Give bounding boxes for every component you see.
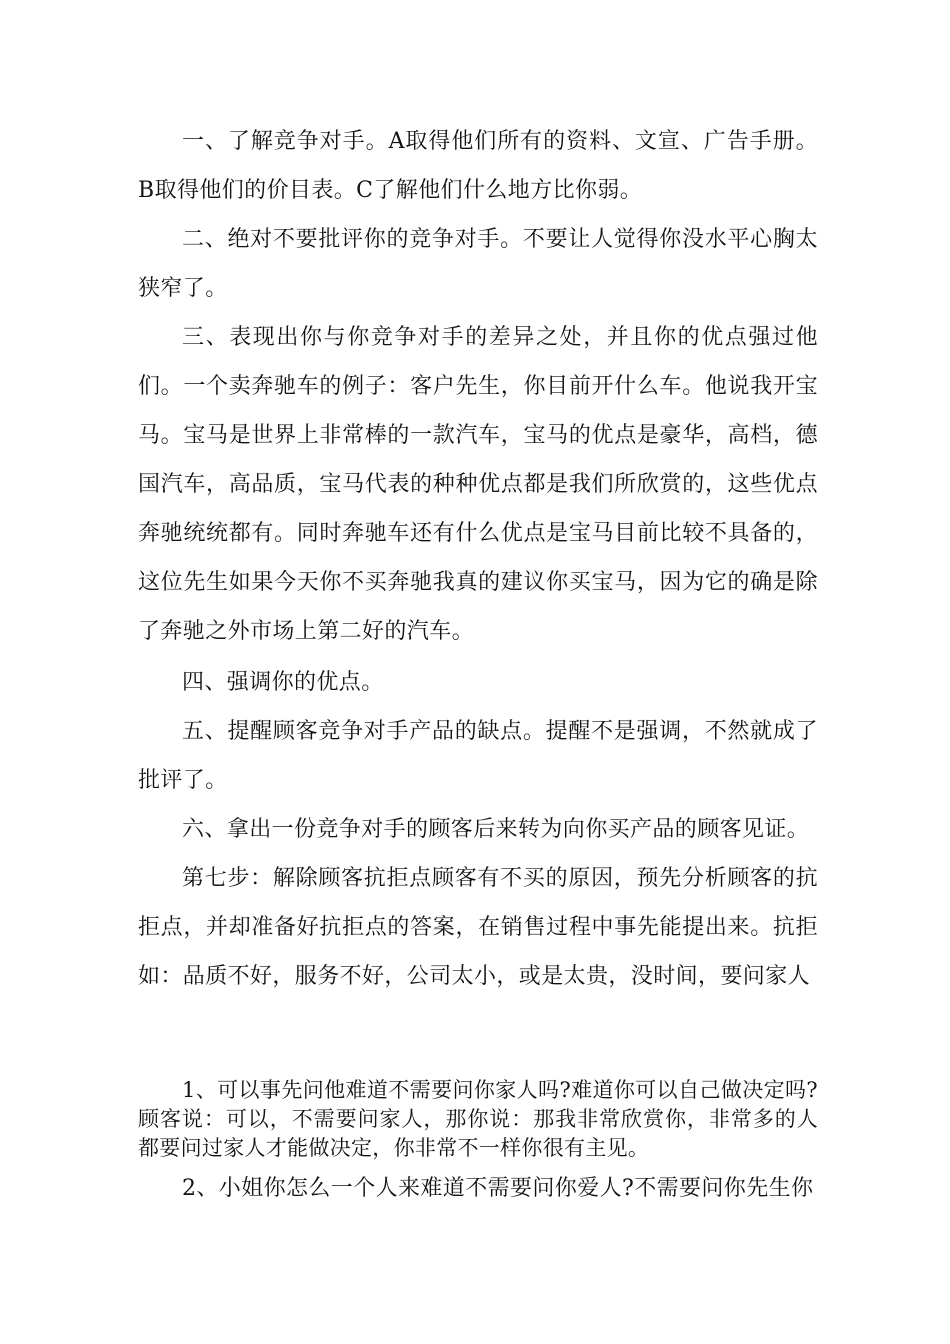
paragraph-3: 三、表现出你与你竞争对手的差异之处，并且你的优点强过他们。一个卖奔驰车的例子：客户先生，你目前开什么车。他说我开宝马。宝马是世界上非常棒的一款汽车，宝马的优点是豪华，高档，德国汽车，高品质，宝马代表的种种优点都是我们所欣赏的，这些优点奔驰统统都有。同时奔驰车还有什么优点是宝马目前比较不具备的，这位先生如果今天你不买奔驰我真的建议你买宝马，因为它的确是除了奔驰之外市场上第二好的汽车。 [138, 325, 818, 644]
paragraph-8: 1、可以事先问他难道不需要问你家人吗?难道你可以自己做决定吗?顾客说：可以，不需要问家人，那你说：那我非常欣赏你，非常多的人都要问过家人才能做决定，你非常不一样你很有主见。 [138, 1078, 818, 1160]
paragraph-5: 五、提醒顾客竞争对手产品的缺点。提醒不是强调，不然就成了批评了。 [138, 719, 818, 793]
paragraph-2: 二、绝对不要批评你的竞争对手。不要让人觉得你没水平心胸太狭窄了。 [138, 227, 818, 301]
paragraph-9: 2、小姐你怎么一个人来难道不需要问你爱人?不需要问你先生你 [182, 1176, 814, 1201]
paragraph-1: 一、了解竞争对手。A取得他们所有的资料、文宣、广告手册。B取得他们的价目表。C了解他们什么地方比你弱。 [138, 129, 818, 203]
paragraph-4: 四、强调你的优点。 [182, 670, 384, 695]
paragraph-6: 六、拿出一份竞争对手的顾客后来转为向你买产品的顾客见证。 [182, 817, 810, 842]
paragraph-7: 第七步：解除顾客抗拒点顾客有不买的原因，预先分析顾客的抗拒点，并却准备好抗拒点的答案，在销售过程中事先能提出来。抗拒如：品质不好，服务不好，公司太小，或是太贵，没时间，要问家人 [138, 866, 818, 989]
